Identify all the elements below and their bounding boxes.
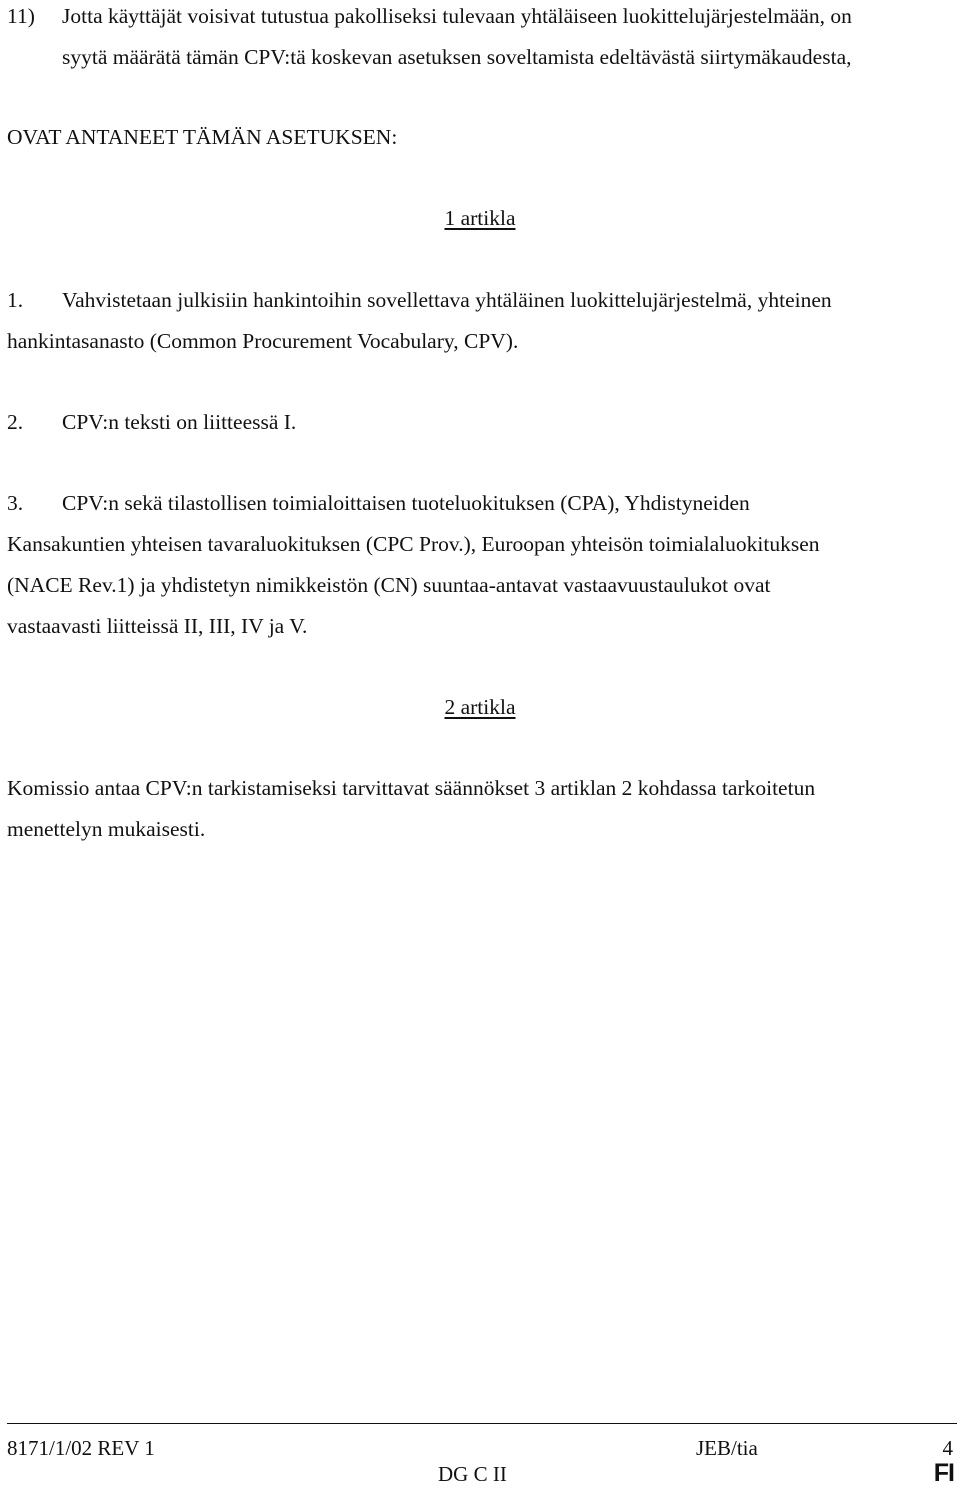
paragraph-number: 2. [7, 410, 24, 434]
paragraph-line: CPV:n teksti on liitteessä I. [62, 410, 297, 434]
page-number: 4 [942, 1436, 953, 1460]
enacting-formula: OVAT ANTANEET TÄMÄN ASETUKSEN: [7, 125, 398, 149]
footer-rule [7, 1423, 957, 1424]
article-2-heading: 2 artikla [444, 695, 516, 719]
recital-line: Jotta käyttäjät voisivat tutustua pakolliseksi tulevaan yhtäläiseen luokittelujärjestelmään, on [62, 4, 852, 28]
directorate: DG C II [438, 1462, 507, 1486]
language-code: FI [933, 1459, 954, 1487]
paragraph-line: menettelyn mukaisesti. [7, 817, 206, 841]
paragraph-line: vastaavasti liitteissä II, III, IV ja V. [7, 614, 308, 638]
paragraph-line: Vahvistetaan julkisiin hankintoihin sovellettava yhtäläinen luokittelujärjestelmä, yhteinen [62, 288, 832, 312]
author-initials: JEB/tia [696, 1436, 758, 1460]
paragraph-line: Kansakuntien yhteisen tavaraluokituksen (CPC Prov.), Euroopan yhteisön toimialaluokituksen [7, 532, 820, 556]
article-1-heading: 1 artikla [444, 206, 516, 230]
recital-line: syytä määrätä tämän CPV:tä koskevan asetuksen soveltamista edeltävästä siirtymäkaudesta, [62, 45, 852, 69]
paragraph-line: hankintasanasto (Common Procurement Vocabulary, CPV). [7, 329, 519, 353]
paragraph-number: 3. [7, 491, 24, 515]
document-reference: 8171/1/02 REV 1 [7, 1436, 155, 1460]
paragraph-number: 1. [7, 288, 24, 312]
recital-number: 11) [7, 4, 35, 28]
paragraph-line: CPV:n sekä tilastollisen toimialoittaisen tuoteluokituksen (CPA), Yhdistyneiden [62, 491, 750, 515]
paragraph-line: Komissio antaa CPV:n tarkistamiseksi tarvittavat säännökset 3 artiklan 2 kohdassa tarkoitetun [7, 776, 816, 800]
paragraph-line: (NACE Rev.1) ja yhdistetyn nimikkeistön (CN) suuntaa-antavat vastaavuustaulukot ovat [7, 573, 771, 597]
